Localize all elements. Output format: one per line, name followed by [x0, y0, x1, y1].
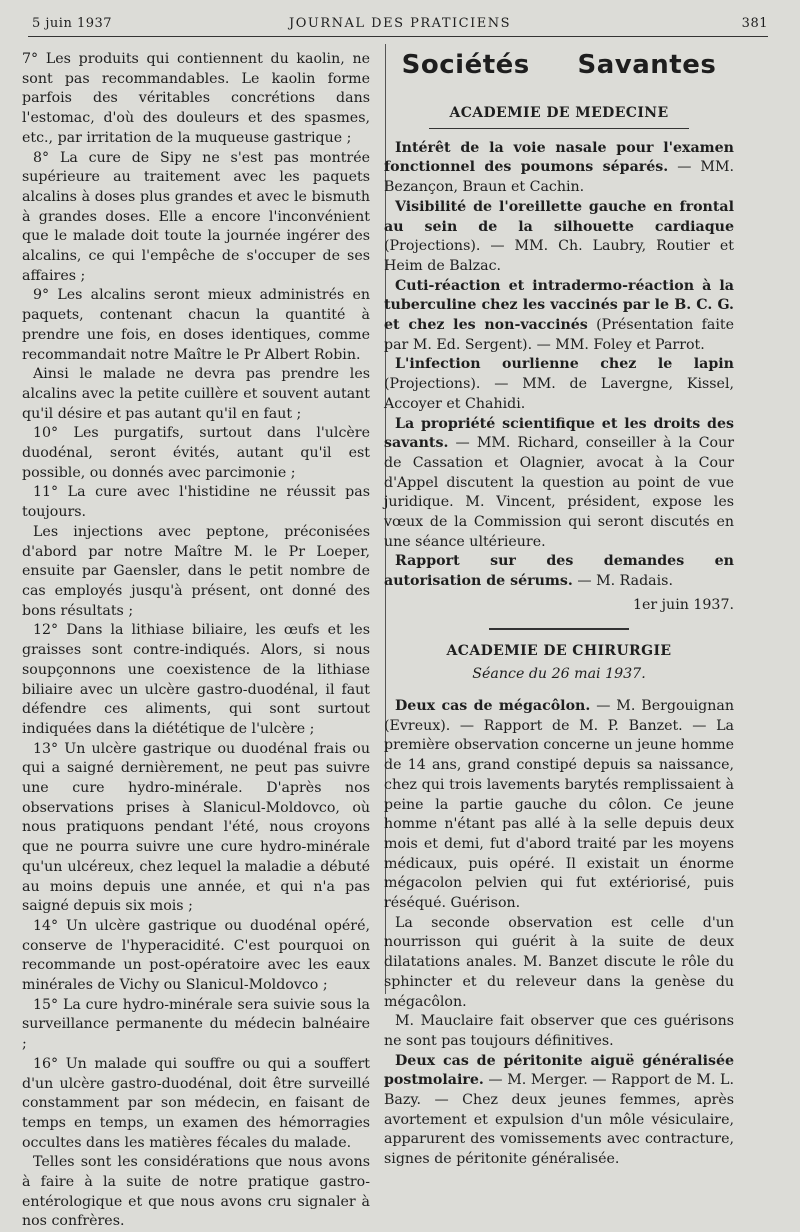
paragraph: 7° Les produits qui contiennent du kaolin, ne sont pas recommandables. Le kaolin forme parfois des véritables concrétions dans l'estomac, d'où des douleurs et des spasmes, etc., par irritation de la muqueuse gastrique ; [22, 51, 370, 146]
header-date: 5 juin 1937 [32, 16, 113, 31]
report-authors: — M. Radais. [572, 573, 673, 590]
academie-chirurgie-heading: ACADEMIE DE CHIRURGIE [446, 642, 672, 659]
header-rule [28, 36, 768, 37]
report-item [384, 415, 734, 553]
left-column [22, 50, 370, 1232]
paragraph: 13° Un ulcère gastrique ou duodénal frais ou qui a saigné dernièrement, ne peut pas suivre une cure hydro-minérale. D'après nos observations prises à Slanicul-Moldovco, où nous pratiquons pendant l'été, nous croyons que ne pourra suivre une cure hydro-minérale qu'un ulcéreux, chez lequel la maladie a débuté au moins depuis une année, et qui n'a pas saigné depuis six mois ; [22, 740, 370, 915]
page-number: 381 [741, 16, 768, 31]
report-authors: (Projections). — MM. de Lavergne, Kissel, Accoyer et Chahidi. [384, 376, 734, 412]
paragraph: 16° Un malade qui souffre ou qui a souffert d'un ulcère gastro-duodénal, doit être surveillé constamment par son médecin, en faisant de temps en temps, un examen des hémorragies occultes dans les matières fécales du malade. [22, 1055, 370, 1151]
academie-medecine-heading: ACADEMIE DE MEDECINE [449, 105, 669, 121]
report-title: Rapport sur des demandes en autorisation de sérums. [384, 553, 734, 590]
heading-underline [429, 128, 689, 129]
report-item [384, 139, 734, 198]
paragraph: 15° La cure hydro-minérale sera suivie sous la surveillance permanente du médecin balnéaire ; [22, 996, 370, 1053]
journal-title: JOURNAL DES PRATICIENS [289, 16, 511, 31]
report-paragraph: La seconde observation est celle d'un nourrisson qui guérit à la suite de deux dilatations anales. M. Banzet discute le rôle du sphincter et du releveur dans la genèse du mégacôlon. [384, 914, 734, 1010]
running-header [32, 14, 768, 34]
report-body: — M. Bergouignan (Evreux). — Rapport de M. P. Banzet. — La première observation concerne un jeune homme de 14 ans, grand constipé depuis sa naissance, chez qui trois lavements barytés remplissaient à peine la partie gauche du côlon. Ce jeune homme n'étant pas allé à la selle depuis deux mois et demi, fut d'abord traité par les moyens médicaux, puis opéré. Il existait un énorme mégacolon pelvien qui fut extériorisé, puis réséqué. Guérison. [384, 697, 734, 912]
paragraph: Ainsi le malade ne devra pas prendre les alcalins avec la petite cuillère et souvent autant qu'il désire et pas autant qu'il en faut ; [22, 366, 370, 422]
report-title: L'infection ourlienne chez le lapin [395, 356, 734, 373]
session-date: 1er juin 1937. [632, 596, 734, 613]
report-title: Cuti-réaction et intradermo-réaction à la tuberculine chez les vaccinés par le B. C. G. et chez les non-vaccinés [384, 277, 734, 334]
section-separator [489, 628, 629, 630]
report-item [384, 198, 734, 277]
report-title: Intérêt de la voie nasale pour l'examen fonctionnel des poumons séparés. [384, 139, 734, 176]
report-item [384, 1052, 734, 1170]
report-item [384, 697, 734, 914]
report-paragraph: M. Mauclaire fait observer que ces guérisons ne sont pas toujours définitives. [384, 1013, 734, 1049]
report-authors: — MM. Bezançon, Braun et Cachin. [384, 159, 734, 196]
report-title: Deux cas de péritonite aiguë généralisée postmolaire. [384, 1052, 734, 1089]
seance-date: Séance du 26 mai 1937. [472, 666, 646, 683]
paragraph: 9° Les alcalins seront mieux administrés en paquets, contenant chacun la quantité à prendre une fois, en doses identiques, comme recommandait notre Maître le Pr Albert Robin. [22, 287, 370, 363]
report-authors: (Projections). — MM. Ch. Laubry, Routier et Heim de Balzac. [384, 238, 734, 274]
section-title-word: Savantes [577, 50, 717, 80]
paragraph: 8° La cure de Sipy ne s'est pas montrée supérieure au traitement avec les paquets alcalins à doses plus grandes et avec le bismuth à grandes doses. Elle a encore l'inconvénient que le malade doit toute la journée ingérer des alcalins, ce qui l'empêche de s'occuper de ses affaires ; [22, 149, 370, 284]
paragraph: 10° Les purgatifs, surtout dans l'ulcère duodénal, seront évités, autant qu'il est possible, ou donnés avec parcimonie ; [22, 425, 370, 481]
report-authors: (Présentation faite par M. Ed. Sergent). — MM. Foley et Parrot. [384, 317, 734, 353]
paragraph: 12° Dans la lithiase biliaire, les œufs et les graisses sont contre-indiqués. Alors, si nous soupçonnons une coexistence de la lithiase biliaire avec un ulcère gastro-duodénal, il faut défendre ces aliments, qui sont surtout indiquées dans la diététique de l'ulcère ; [22, 622, 370, 737]
paragraph: 11° La cure avec l'histidine ne réussit pas toujours. [22, 484, 370, 521]
report-item [384, 277, 734, 356]
paragraph: Les injections avec peptone, préconisées d'abord par notre Maître M. le Pr Loeper, ensuite par Gaensler, dans le petit nombre de cas employés jusqu'à présent, ont donné des bons résultats ; [22, 523, 370, 619]
paragraph: 14° Un ulcère gastrique ou duodénal opéré, conserve de l'hyperacidité. C'est pourquoi on recommande un post-opératoire avec les eaux minérales de Vichy ou Slanicul-Moldovco ; [22, 917, 370, 994]
report-item [384, 552, 734, 591]
report-item [384, 355, 734, 414]
report-title: Deux cas de mégacôlon. [395, 697, 591, 714]
section-title [384, 50, 734, 92]
report-title: Visibilité de l'oreillette gauche en frontal au sein de la silhouette cardiaque [384, 198, 734, 235]
section-title-word: Sociétés [401, 50, 530, 80]
report-title: La propriété scientifique et les droits des savants. [384, 415, 734, 452]
paragraph: Telles sont les considérations que nous avons à faire à la suite de notre pratique gastro-entérologique et que nous avons cru signaler à nos confrères. [22, 1154, 370, 1230]
right-column [384, 50, 734, 1170]
report-authors: — MM. Richard, conseiller à la Cour de Cassation et Olagnier, avocat à la Cour d'Appel discutent la question au point de vue juridique. M. Vincent, président, expose les vœux de la Commission qui seront discutés en une séance ultérieure. [384, 435, 734, 550]
report-body: — M. Merger. — Rapport de M. L. Bazy. — Chez deux jeunes femmes, après avortement et expulsion d'un môle vésiculaire, apparurent des vomissements avec contracture, signes de péritonite généralisée. [384, 1072, 734, 1168]
